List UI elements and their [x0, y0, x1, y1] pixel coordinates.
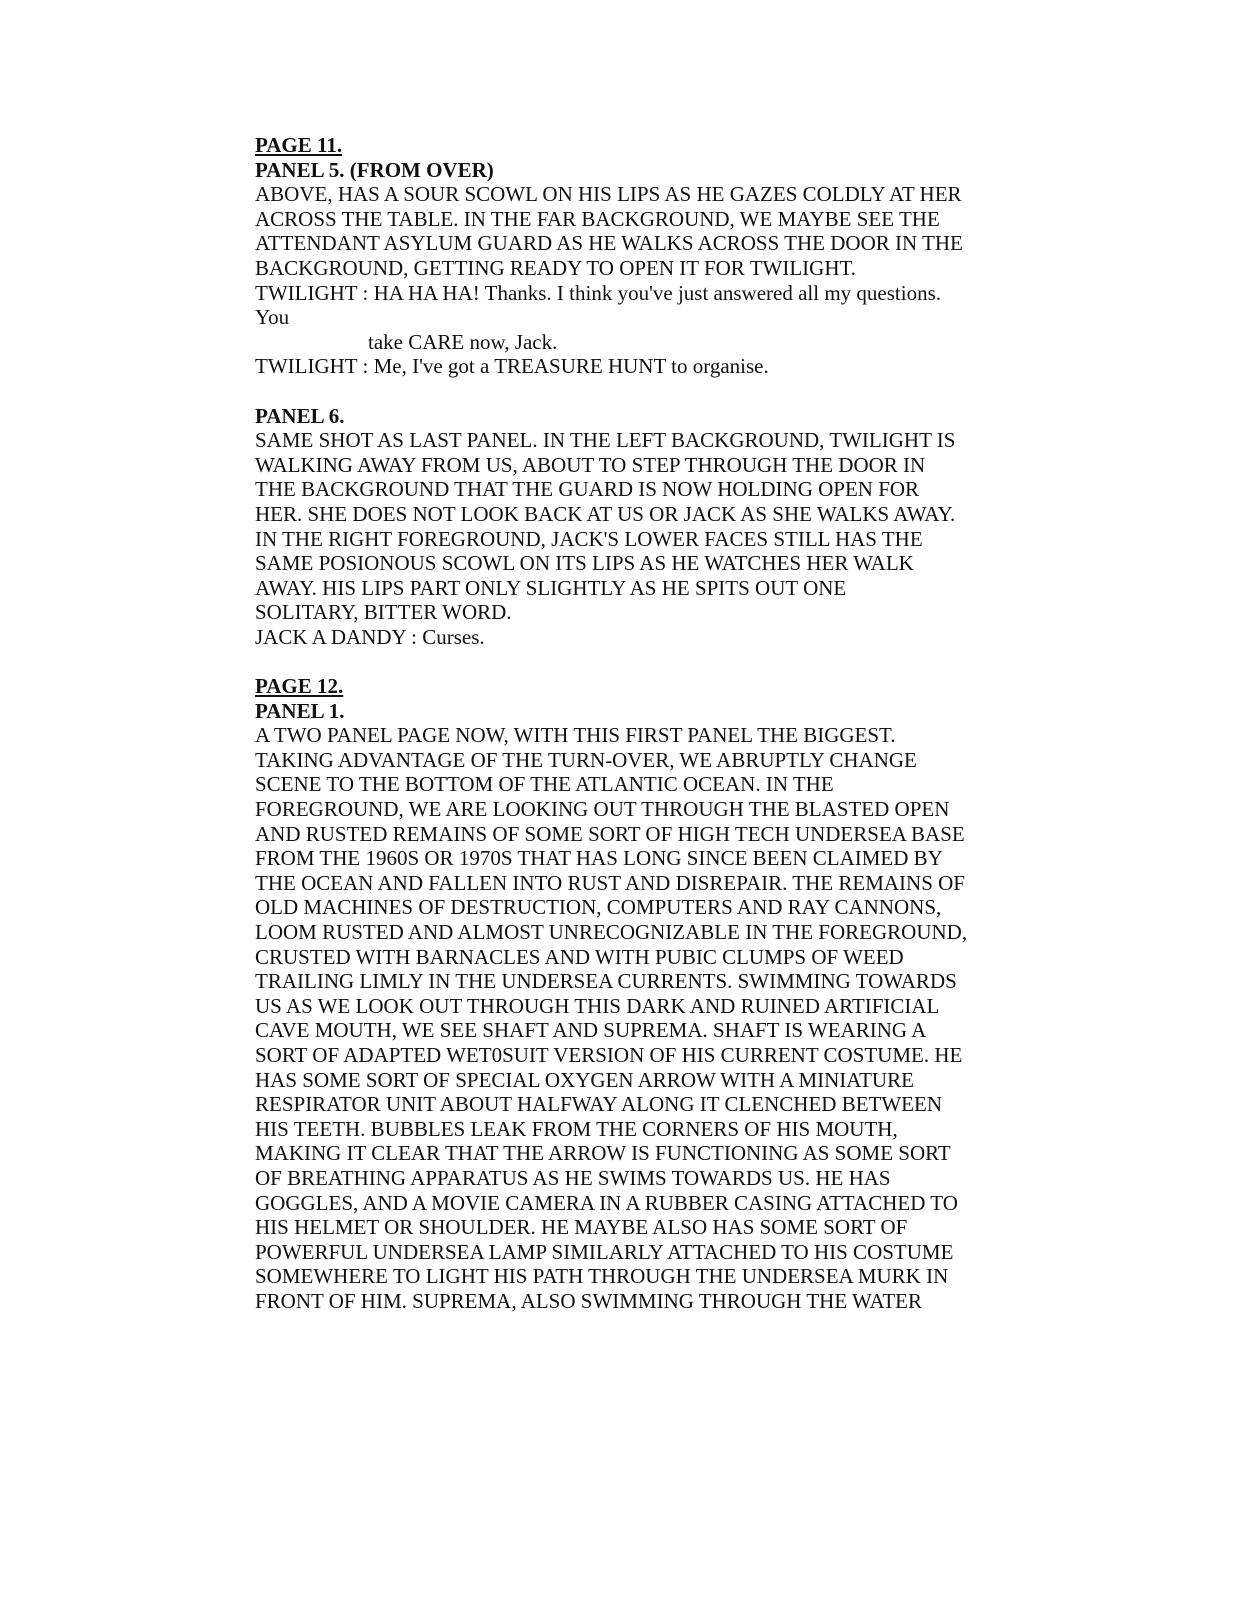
- script-page: [255, 133, 1215, 1314]
- description-line: A TWO PANEL PAGE NOW, WITH THIS FIRST PANEL THE BIGGEST.: [255, 723, 896, 748]
- section-spacer: [255, 379, 1215, 404]
- description-line: CRUSTED WITH BARNACLES AND WITH PUBIC CLUMPS OF WEED: [255, 944, 904, 969]
- description-line: AND RUSTED REMAINS OF SOME SORT OF HIGH TECH UNDERSEA BASE: [255, 821, 965, 846]
- description-line: SOLITARY, BITTER WORD.: [255, 600, 512, 625]
- page-12-panel-1-section: [255, 674, 1215, 1313]
- description-line: WALKING AWAY FROM US, ABOUT TO STEP THROUGH THE DOOR IN: [255, 452, 926, 477]
- description-line: THE OCEAN AND FALLEN INTO RUST AND DISREPAIR. THE REMAINS OF: [255, 870, 965, 895]
- page-11-panel-6-section: [255, 404, 1215, 650]
- description-line: SOMEWHERE TO LIGHT HIS PATH THROUGH THE UNDERSEA MURK IN: [255, 1264, 949, 1289]
- description-line: CAVE MOUTH, WE SEE SHAFT AND SUPREMA. SHAFT IS WEARING A: [255, 1018, 927, 1043]
- description-line: OLD MACHINES OF DESTRUCTION, COMPUTERS AND RAY CANNONS,: [255, 895, 942, 920]
- description-line: FROM THE 1960S OR 1970S THAT HAS LONG SINCE BEEN CLAIMED BY: [255, 846, 943, 871]
- dialogue-line: TWILIGHT : Me, I've got a TREASURE HUNT to organise.: [255, 354, 769, 379]
- dialogue-line: JACK A DANDY : Curses.: [255, 624, 485, 649]
- description-line: SAME POSIONOUS SCOWL ON ITS LIPS AS HE WATCHES HER WALK: [255, 551, 914, 576]
- description-line: IN THE RIGHT FOREGROUND, JACK'S LOWER FACES STILL HAS THE: [255, 526, 923, 551]
- panel-heading: PANEL 6.: [255, 403, 345, 428]
- description-line: HIS TEETH. BUBBLES LEAK FROM THE CORNERS OF HIS MOUTH,: [255, 1116, 898, 1141]
- description-line: TAKING ADVANTAGE OF THE TURN-OVER, WE ABRUPTLY CHANGE: [255, 747, 917, 772]
- description-line: ABOVE, HAS A SOUR SCOWL ON HIS LIPS AS HE GAZES COLDLY AT HER: [255, 182, 962, 207]
- dialogue-line: take CARE now, Jack.: [368, 329, 558, 354]
- description-line: FRONT OF HIM. SUPREMA, ALSO SWIMMING THROUGH THE WATER: [255, 1288, 923, 1313]
- panel-heading: PANEL 5. (FROM OVER): [255, 157, 494, 182]
- description-line: AWAY. HIS LIPS PART ONLY SLIGHTLY AS HE SPITS OUT ONE: [255, 575, 847, 600]
- panel-heading: PANEL 1.: [255, 698, 345, 723]
- description-line: ATTENDANT ASYLUM GUARD AS HE WALKS ACROSS THE DOOR IN THE: [255, 231, 963, 256]
- description-line: THE BACKGROUND THAT THE GUARD IS NOW HOLDING OPEN FOR: [255, 477, 920, 502]
- description-line: ACROSS THE TABLE. IN THE FAR BACKGROUND, WE MAYBE SEE THE: [255, 206, 940, 231]
- description-line: HAS SOME SORT OF SPECIAL OXYGEN ARROW WITH A MINIATURE: [255, 1067, 914, 1092]
- description-line: SORT OF ADAPTED WET0SUIT VERSION OF HIS CURRENT COSTUME. HE: [255, 1042, 963, 1067]
- description-line: GOGGLES, AND A MOVIE CAMERA IN A RUBBER CASING ATTACHED TO: [255, 1190, 958, 1215]
- page-heading: PAGE 11.: [255, 133, 343, 157]
- description-line: SCENE TO THE BOTTOM OF THE ATLANTIC OCEAN. IN THE: [255, 772, 834, 797]
- description-line: HIS HELMET OR SHOULDER. HE MAYBE ALSO HAS SOME SORT OF: [255, 1215, 908, 1240]
- description-line: FOREGROUND, WE ARE LOOKING OUT THROUGH THE BLASTED OPEN: [255, 797, 950, 822]
- page-11-panel-5-section: [255, 133, 1215, 379]
- description-line: LOOM RUSTED AND ALMOST UNRECOGNIZABLE IN THE FOREGROUND,: [255, 920, 968, 944]
- description-line: BACKGROUND, GETTING READY TO OPEN IT FOR TWILIGHT.: [255, 255, 857, 280]
- page-heading: PAGE 12.: [255, 674, 344, 699]
- description-line: RESPIRATOR UNIT ABOUT HALFWAY ALONG IT CLENCHED BETWEEN: [255, 1092, 942, 1117]
- section-spacer: [255, 649, 1215, 674]
- dialogue-line: TWILIGHT : HA HA HA! Thanks. I think you've just answered all my questions.: [255, 280, 941, 305]
- description-line: US AS WE LOOK OUT THROUGH THIS DARK AND RUINED ARTIFICIAL: [255, 993, 940, 1018]
- description-line: SAME SHOT AS LAST PANEL. IN THE LEFT BACKGROUND, TWILIGHT IS: [255, 428, 956, 453]
- description-line: HER. SHE DOES NOT LOOK BACK AT US OR JACK AS SHE WALKS AWAY.: [255, 501, 956, 526]
- dialogue-line: You: [255, 305, 290, 330]
- description-line: OF BREATHING APPARATUS AS HE SWIMS TOWARDS US. HE HAS: [255, 1165, 891, 1190]
- description-line: TRAILING LIMLY IN THE UNDERSEA CURRENTS. SWIMMING TOWARDS: [255, 969, 957, 994]
- description-line: POWERFUL UNDERSEA LAMP SIMILARLY ATTACHED TO HIS COSTUME: [255, 1239, 954, 1264]
- description-line: MAKING IT CLEAR THAT THE ARROW IS FUNCTIONING AS SOME SORT: [255, 1141, 951, 1166]
